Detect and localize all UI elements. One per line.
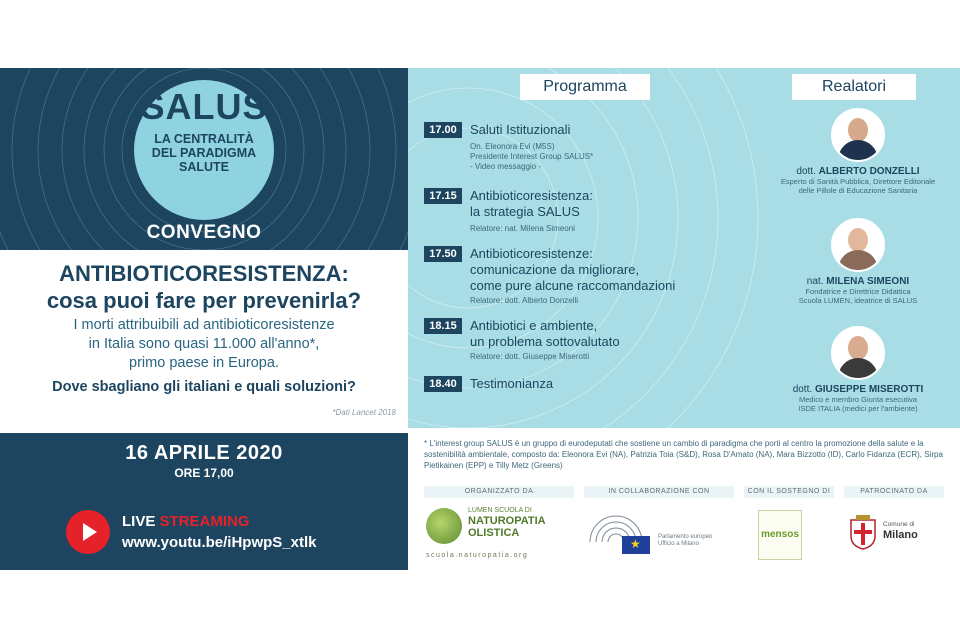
program-note-line: Relatore: dott. Giuseppe Miserotti xyxy=(470,352,590,361)
program-area xyxy=(408,68,960,428)
program-title-line: come pure alcune raccomandazioni xyxy=(470,278,676,293)
program-time: 18.15 xyxy=(424,318,462,334)
salus-title: SALUS xyxy=(140,86,268,127)
eu-text-line: Parlamento europeo xyxy=(658,534,713,540)
salus-subtitle xyxy=(134,132,274,174)
headline-line-1: ANTIBIOTICORESISTENZA: xyxy=(59,261,349,286)
patrocinato-label: PATROCINATO DA xyxy=(844,486,944,498)
program-title-line: Antibioticoresistenze: xyxy=(470,246,593,261)
organizzato-label: ORGANIZZATO DA xyxy=(424,486,574,498)
sostegno-label: CON IL SOSTEGNO DI xyxy=(744,486,834,498)
convegno-label: CONVEGNO xyxy=(146,222,262,243)
speaker-name xyxy=(758,166,958,177)
mensos-logo: mensos xyxy=(758,510,802,560)
lumen-url: scuola.naturopatia.org xyxy=(426,552,529,559)
left-panel xyxy=(0,68,408,570)
program-note xyxy=(470,296,770,306)
program-note xyxy=(470,352,770,362)
milano-text-line: Milano xyxy=(883,529,918,541)
speaker-name-text: ALBERTO DONZELLI xyxy=(818,166,920,177)
program-note xyxy=(470,142,770,172)
speaker-prefix: dott. xyxy=(796,166,816,177)
event-date: 16 APRILE 2020 xyxy=(125,442,283,464)
description-line: primo paese in Europa. xyxy=(129,355,279,371)
live-streaming-label xyxy=(122,513,250,530)
program-title xyxy=(470,318,770,350)
speaker-description xyxy=(758,177,958,195)
speaker-name-text: MILENA SIMEONI xyxy=(826,276,910,287)
program-note-line: On. Eleonora Evi (M5S) xyxy=(470,142,555,151)
speaker-avatar xyxy=(831,108,885,162)
source-note: *Dati Lancet 2018 xyxy=(332,408,396,417)
speaker-description-line: Medico e membro Giunta esecutiva xyxy=(799,395,917,404)
speaker-name xyxy=(758,384,958,395)
description xyxy=(0,316,408,373)
event-poster xyxy=(0,68,960,570)
speaker-description xyxy=(758,287,958,305)
interest-group-footnote: * L'interest group SALUS è un gruppo di eurodeputati che sostiene un cambio di paradigma che porti al centro la promozione della salute e la sostenibilità ambientale, composto da: Eleonora Evi (NA), Patrizia Toia (S&D), Rosa D'Amato (NA), Mara Bizzotto (ID), Carlo Fidanza (ECR), Sirpa Pietikainen (EPP) e Tilly Metz (Greens) xyxy=(424,439,943,470)
live-word: LIVE xyxy=(122,513,156,530)
speaker-prefix: nat. xyxy=(806,276,824,287)
program-time: 17.50 xyxy=(424,246,462,262)
program-title xyxy=(470,376,770,392)
program-note-line: Relatore: nat. Milena Simeoni xyxy=(470,224,575,233)
speaker-description-line: Scuola LUMEN, ideatrice di SALUS xyxy=(798,296,918,305)
speaker-description-line: Esperto di Sanità Pubblica, Direttore Editoriale xyxy=(780,177,936,186)
speaker-card xyxy=(758,108,958,195)
question: Dove sbagliano gli italiani e quali soluzioni? xyxy=(52,379,356,395)
headline xyxy=(0,260,408,314)
program-title xyxy=(470,122,770,138)
speaker-description-line: delle Pillole di Educazione Sanitaria xyxy=(798,186,918,195)
event-time: ORE 17,00 xyxy=(174,466,234,480)
speaker-description-line: Fondatrice e Direttrice Didattica xyxy=(805,287,911,296)
programma-header: Programma xyxy=(520,74,650,100)
lumen-line: LUMEN SCUOLA DI xyxy=(468,507,532,514)
program-title-line: Testimonianza xyxy=(470,376,554,391)
sponsors-row xyxy=(408,486,960,570)
headline-box xyxy=(0,250,408,433)
speaker-avatar xyxy=(831,326,885,380)
description-line: in Italia sono quasi 11.000 all'anno*, xyxy=(88,336,320,352)
speaker-name-text: GIUSEPPE MISEROTTI xyxy=(814,384,924,395)
lumen-line: OLISTICA xyxy=(468,527,520,539)
program-note-line: - Video messaggio - xyxy=(470,162,541,171)
eu-flag-icon xyxy=(622,536,650,554)
program-time: 18.40 xyxy=(424,376,462,392)
youtube-play-icon[interactable] xyxy=(66,510,110,554)
relatori-header: Realatori xyxy=(792,74,916,100)
program-time: 17.00 xyxy=(424,122,462,138)
lumen-logo-icon xyxy=(426,508,462,544)
youtube-link[interactable]: www.youtu.be/iHpwpS_xtlk xyxy=(122,534,317,551)
program-note xyxy=(470,224,770,234)
speaker-avatar xyxy=(831,218,885,272)
salus-subtitle-line: LA CENTRALITÀ xyxy=(154,132,254,146)
speaker-description xyxy=(758,395,958,413)
program-title-line: Antibioticoresistenza: xyxy=(470,188,593,203)
program-title xyxy=(470,246,770,294)
eu-parliament-text xyxy=(658,534,712,548)
headline-line-2: cosa puoi fare per prevenirla? xyxy=(46,288,362,313)
speaker-card xyxy=(758,218,958,305)
milano-text xyxy=(883,520,918,540)
description-line: I morti attribuibili ad antibioticoresistenze xyxy=(73,317,335,333)
speaker-description-line: ISDE ITALIA (medici per l'ambiente) xyxy=(798,404,918,413)
program-title xyxy=(470,188,770,220)
program-title-line: un problema sottovalutato xyxy=(470,334,620,349)
program-title-line: la strategia SALUS xyxy=(470,204,580,219)
speaker-prefix: dott. xyxy=(792,384,813,395)
collaborazione-label: IN COLLABORAZIONE CON xyxy=(584,486,734,498)
streaming-word: STREAMING xyxy=(159,513,250,530)
program-title-line: Saluti Istituzionali xyxy=(470,122,571,137)
program-note-line: Relatore: dott. Alberto Donzelli xyxy=(470,296,579,305)
speaker-name xyxy=(758,276,958,287)
milano-text-line: Comune di xyxy=(883,521,915,528)
program-title-line: Antibiotici e ambiente, xyxy=(470,318,598,333)
program-note-line: Presidente Interest Group SALUS* xyxy=(470,152,594,161)
lumen-line: NATUROPATIA xyxy=(468,515,546,527)
speaker-card xyxy=(758,326,958,413)
milano-crest-icon xyxy=(848,514,878,550)
salus-subtitle-line: SALUTE xyxy=(179,160,229,174)
program-title-line: comunicazione da migliorare, xyxy=(470,262,640,277)
right-panel xyxy=(408,68,960,570)
eu-text-line: Ufficio a Milano xyxy=(658,541,699,547)
lumen-logo-text xyxy=(468,506,546,539)
program-time: 17.15 xyxy=(424,188,462,204)
salus-subtitle-line: DEL PARADIGMA xyxy=(151,146,257,160)
